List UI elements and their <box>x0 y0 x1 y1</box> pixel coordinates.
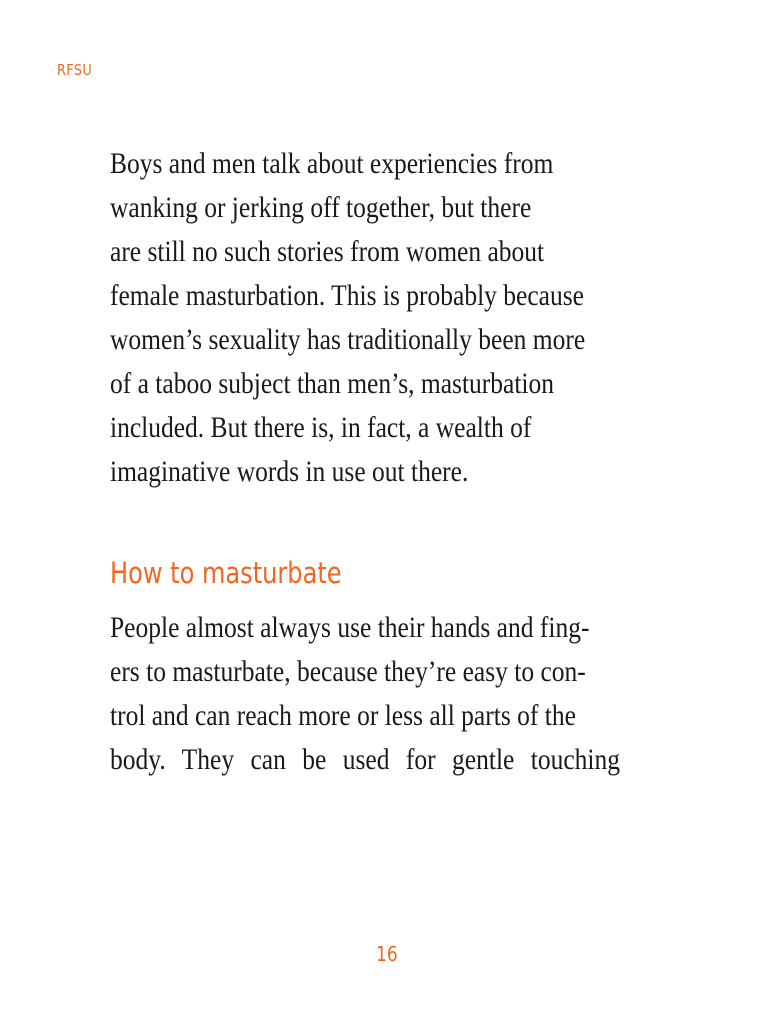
paragraph-line: imaginative words in use out there. <box>110 455 469 488</box>
page-number: 16 <box>376 942 398 966</box>
paragraph-line: are still no such stories from women about <box>110 235 545 268</box>
paragraph-line: People almost always use their hands and fing- <box>110 611 590 644</box>
paragraph-line: ers to masturbate, because they’re easy to con- <box>110 655 586 688</box>
header-brand: RFSU <box>57 61 93 79</box>
paragraph-2 <box>110 606 620 782</box>
paragraph-line: included. But there is, in fact, a wealth of <box>110 411 532 444</box>
paragraph-line: body. They can be used for gentle touching <box>110 743 620 776</box>
section-heading: How to masturbate <box>110 556 342 590</box>
paragraph-line: female masturbation. This is probably because <box>110 279 584 312</box>
paragraph-1 <box>110 142 586 494</box>
paragraph-line: of a taboo subject than men’s, masturbation <box>110 367 555 400</box>
paragraph-line: Boys and men talk about experiencies from <box>110 147 554 180</box>
paragraph-line: women’s sexuality has traditionally been more <box>110 323 586 356</box>
paragraph-line: trol and can reach more or less all parts of the <box>110 699 576 732</box>
paragraph-line: wanking or jerking off together, but there <box>110 191 532 224</box>
